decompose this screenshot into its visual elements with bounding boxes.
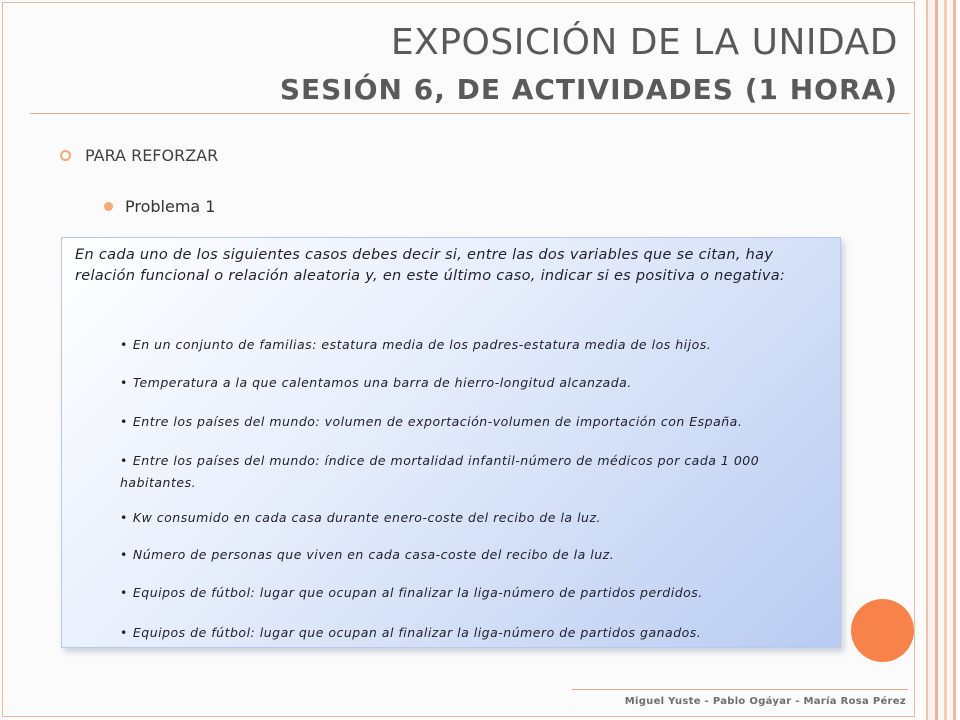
bullet-level2-text: Problema 1: [125, 197, 216, 216]
list-item: • Equipos de fútbol: lugar que ocupan al finalizar la liga-número de partidos ganados.: [120, 625, 702, 640]
decorative-circle: [851, 599, 914, 662]
problem-box: [61, 237, 841, 648]
footer-divider: [572, 689, 908, 690]
bullet-level2: [104, 197, 215, 216]
list-item: • Equipos de fútbol: lugar que ocupan al finalizar la liga-número de partidos perdidos.: [120, 585, 703, 600]
title-divider: [30, 113, 910, 114]
slide-subtitle: SESIÓN 6, DE ACTIVIDADES (1 HORA): [279, 73, 898, 106]
footer-authors: Miguel Yuste - Pablo Ogáyar - María Rosa Pérez: [624, 696, 906, 707]
slide-title: EXPOSICIÓN DE LA UNIDAD: [390, 22, 898, 63]
list-item: • Kw consumido en cada casa durante enero-coste del recibo de la luz.: [120, 510, 601, 525]
ring-bullet-icon: [60, 150, 71, 161]
problem-intro: En cada uno de los siguientes casos debes decir si, entre las dos variables que se citan, hay relación funcional o relación aleatoria y, en este último caso, indicar si es positiva o negativa:: [75, 247, 786, 284]
list-item: • Entre los países del mundo: índice de mortalidad infantil-número de médicos por cada 1 000 habitantes.: [120, 453, 760, 490]
list-item: • En un conjunto de familias: estatura media de los padres-estatura media de los hijos.: [120, 337, 712, 352]
list-item: • Entre los países del mundo: volumen de exportación-volumen de importación con España.: [120, 414, 743, 429]
list-item: • Número de personas que viven en cada casa-coste del recibo de la luz.: [120, 547, 615, 562]
bullet-level1-text: PARA REFORZAR: [85, 146, 219, 165]
list-item: • Temperatura a la que calentamos una barra de hierro-longitud alcanzada.: [120, 375, 632, 390]
decorative-stripes: [918, 0, 960, 720]
dot-bullet-icon: [104, 202, 113, 211]
bullet-level1: [60, 146, 218, 165]
